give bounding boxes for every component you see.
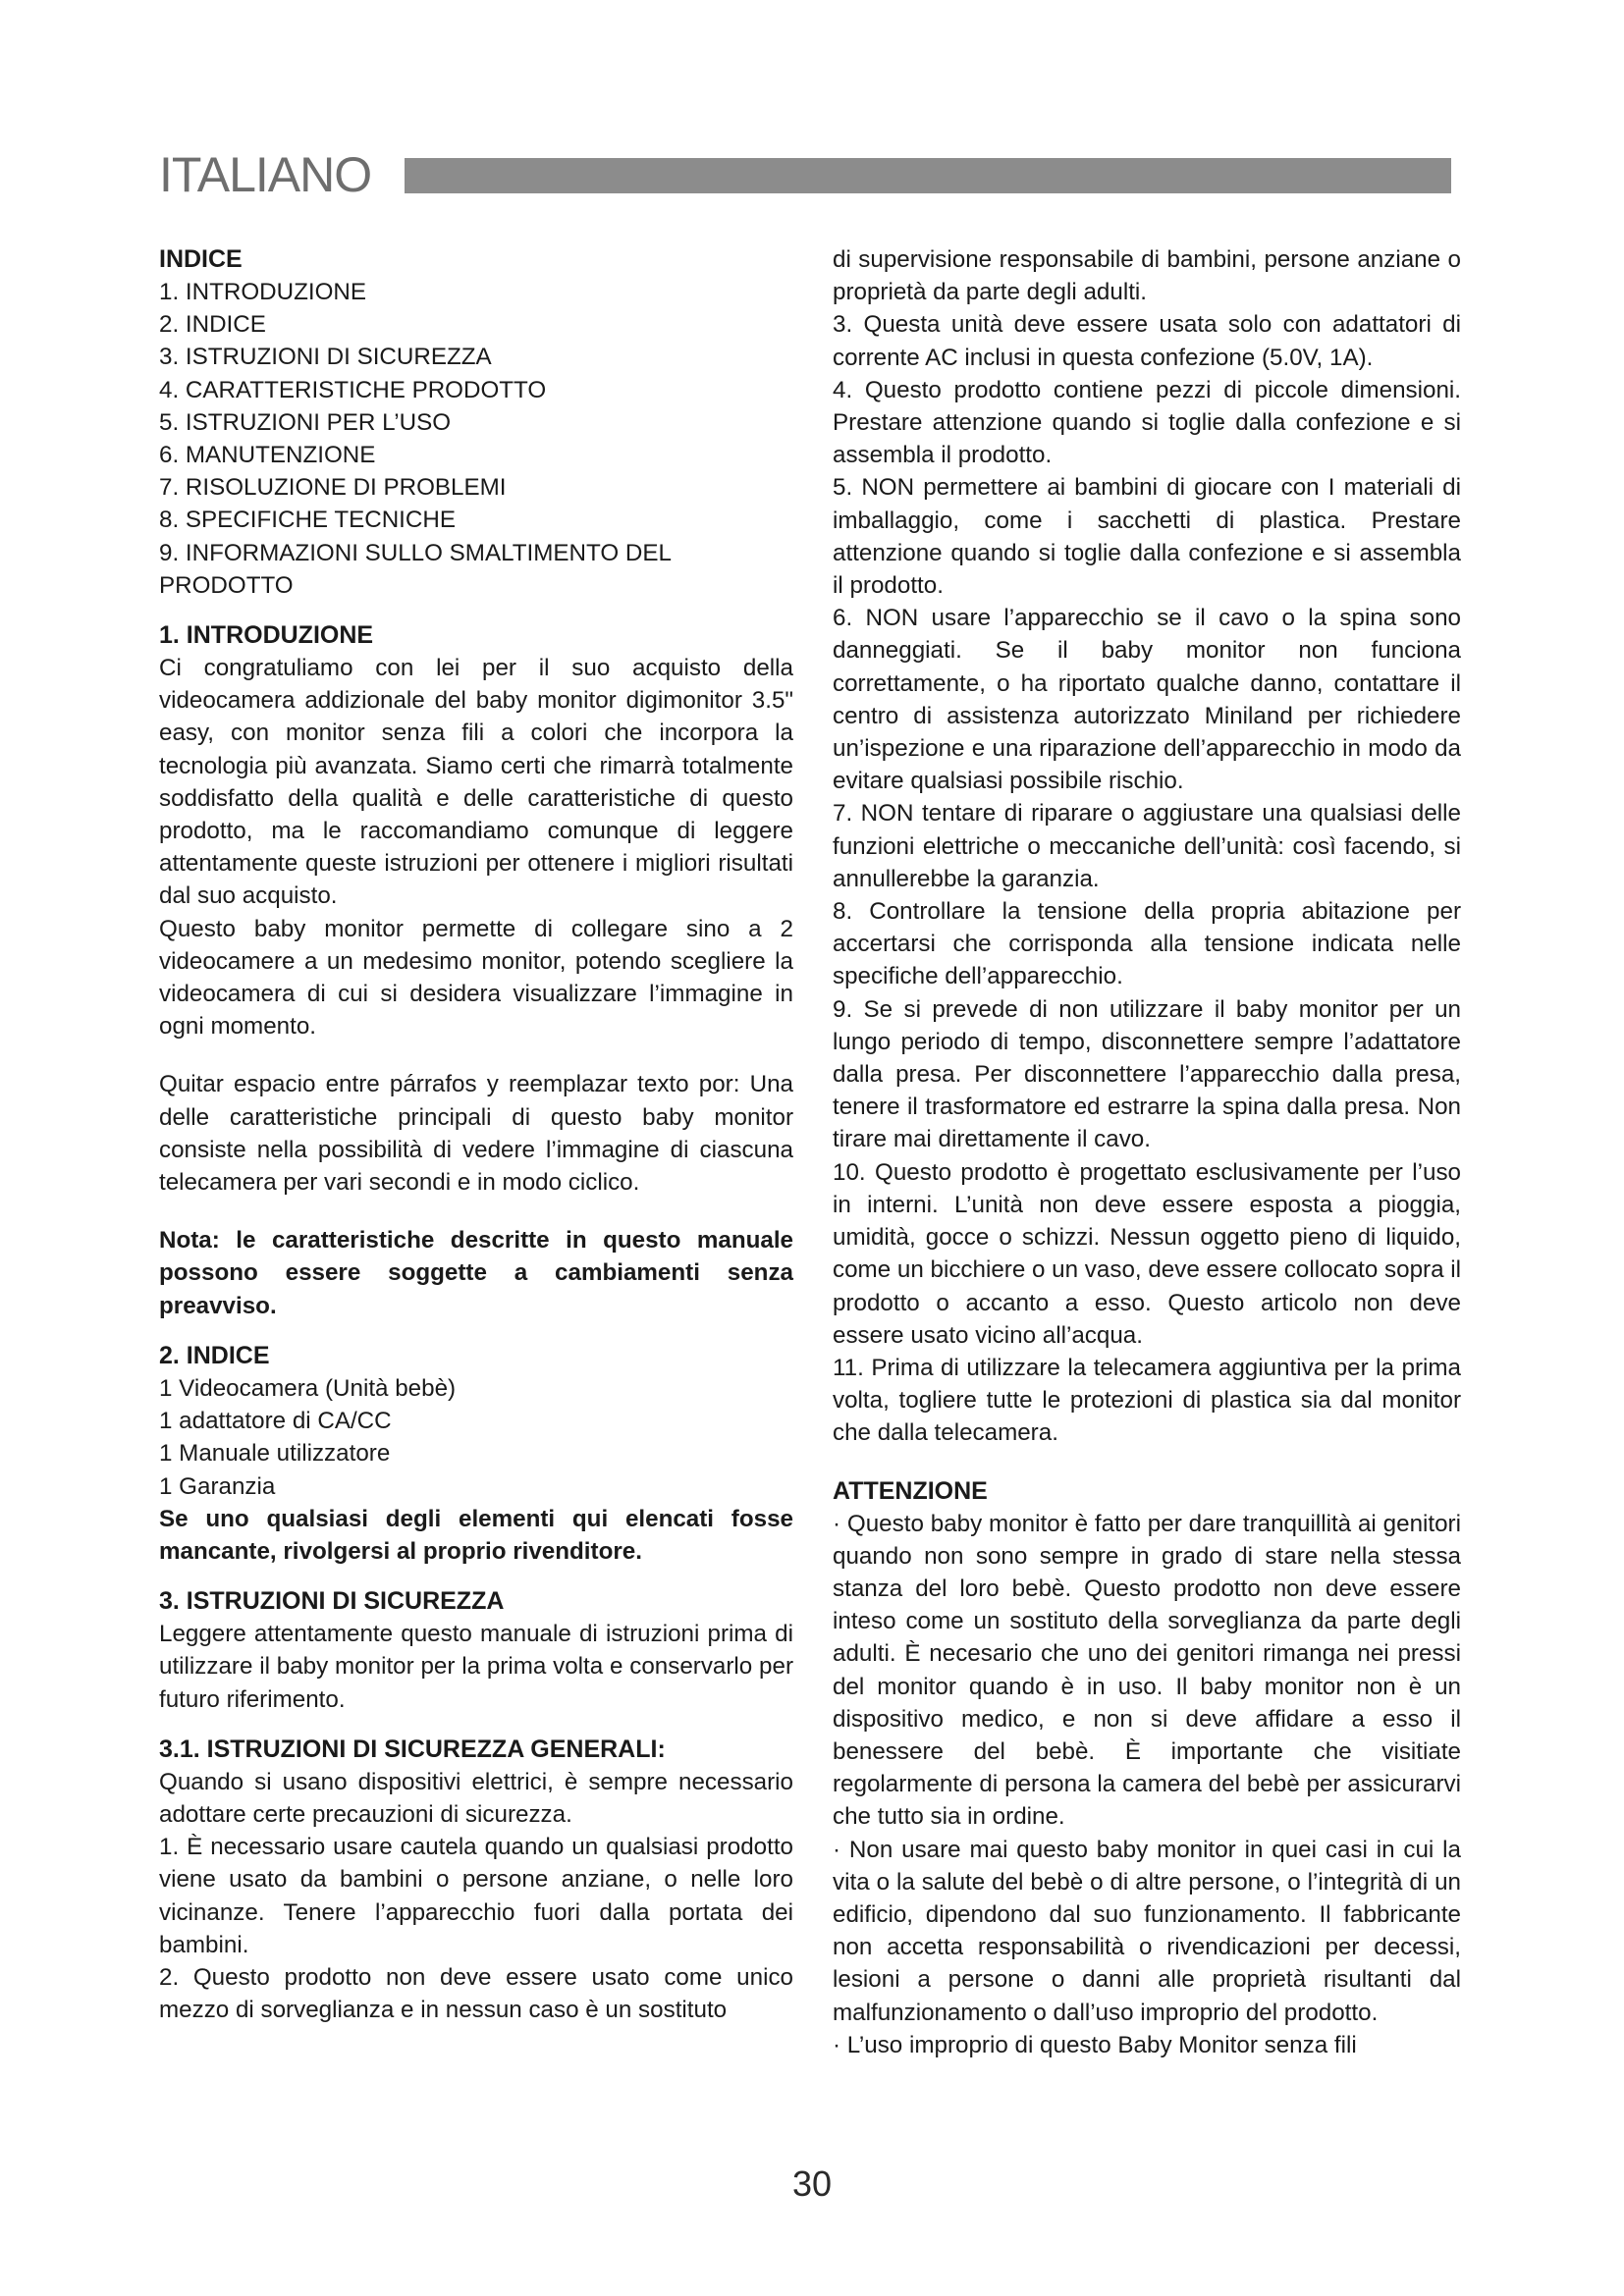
general-safety-heading: 3.1. ISTRUZIONI DI SICUREZZA GENERALI:: [159, 1735, 666, 1763]
safety-heading: 3. ISTRUZIONI DI SICUREZZA: [159, 1587, 505, 1616]
general-safety-paragraph: Quando si usano dispositivi elettrici, è sempre necessario adottare certe precauzioni di sicurezza.: [159, 1768, 793, 1828]
index-item: 1 Videocamera (Unità bebè): [159, 1374, 457, 1402]
warning-item: · Non usare mai questo baby monitor in quei casi in cui la vita o la salute del bebè o di altre persone, o l’integrità di un edificio, dipendono dal suo funzionamento. Il fabbricante non accetta responsabilità o rivendicazioni per decessi, lesioni a persone o danni alle proprietà risultanti dal malfunzionamento o dall’uso improprio del prodotto.: [833, 1836, 1461, 2026]
warning-item: · Questo baby monitor è fatto per dare tranquillità ai genitori quando non sono sempre in grado di stare nella stessa stanza del loro bebè. Questo prodotto non deve essere inteso come un sostituto della sorveglianza da parte degli adulti. È necesario che uno dei genitori rimanga nei pressi del monitor quando è in uso. Il baby monitor non è un dispositivo medico, e non si deve affidare a esso il benessere del bebè. È importante che visitiate regolarmente di persona la camera del bebè per assicurarvi che tutto sia in ordine.: [833, 1510, 1461, 1831]
section-header: [159, 149, 1451, 200]
safety-rule: 8. Controllare la tensione della propria abitazione per accertarsi che corrisponda alla tensione indicata nelle specifiche dell’apparecchio.: [833, 898, 1461, 990]
safety-rule: 6. NON usare l’apparecchio se il cavo o la spina sono danneggiati. Se il baby monitor non funciona correttamente, o ha riportato qualche danno, contattare il centro di assistenza autorizzato Miniland per richiedere un’ispezione e una riparazione dell’apparecchio in modo da evitare qualsiasi possibile rischio.: [833, 605, 1461, 795]
safety-paragraph: Leggere attentamente questo manuale di istruzioni prima di utilizzare il baby monitor per la prima volta e conservarlo per futuro riferimento.: [159, 1621, 793, 1713]
toc-item: 8. SPECIFICHE TECNICHE: [159, 507, 456, 534]
toc-item: 4. CARATTERISTICHE PRODOTTO: [159, 376, 547, 403]
index-item: 1 Manuale utilizzatore: [159, 1440, 391, 1468]
intro-paragraph: Questo baby monitor permette di collegare sino a 2 videocamere a un medesimo monitor, potendo scegliere la videocamera di cui si desidera visualizzare l’immagine in ogni momento.: [159, 915, 793, 1041]
toc-heading: INDICE: [159, 245, 243, 273]
safety-rule: 11. Prima di utilizzare la telecamera aggiuntiva per la prima volta, togliere tutte le protezioni di plastica sia dal monitor che dalla telecamera.: [833, 1354, 1461, 1447]
intro-paragraph: Ci congratuliamo con lei per il suo acquisto della videocamera addizionale del baby monitor digimonitor 3.5" easy, con monitor senza fili a colori che incorpora la tecnologia più avanzata. Siamo certi che rimarrà totalmente soddisfatto della qualità e delle caratteristiche di questo prodotto, ma le raccomandiamo comunque di leggere attentamente queste istruzioni per ottenere i migliori risultati dal suo acquisto.: [159, 655, 793, 910]
safety-rule: 3. Questa unità deve essere usata solo con adattatori di corrente AC inclusi in questa confezione (5.0V, 1A).: [833, 311, 1461, 371]
toc-item: 6. MANUTENZIONE: [159, 442, 376, 469]
index-item: 1 adattatore di CA/CC: [159, 1408, 392, 1435]
toc-item: 9. INFORMAZIONI SULLO SMALTIMENTO DEL PRODOTTO: [159, 539, 672, 599]
toc-item: 7. RISOLUZIONE DI PROBLEMI: [159, 474, 507, 502]
index-note: Se uno qualsiasi degli elementi qui elencati fosse mancante, rivolgersi al proprio rivenditore.: [159, 1505, 793, 1565]
index-heading: 2. INDICE: [159, 1341, 270, 1369]
page-number: 30: [791, 2163, 833, 2204]
safety-rule: 10. Questo prodotto è progettato esclusivamente per l’uso in interni. L’unità non deve essere esposta a pioggia, umidità, gocce o schizzi. Nessun oggetto pieno di liquido, come un bicchiere o un vaso, deve essere collocato sopra il prodotto o accanto a esso. Questo articolo non deve essere usato vicino all’acqua.: [833, 1158, 1461, 1349]
intro-heading: 1. INTRODUZIONE: [159, 621, 374, 650]
header-rule: [405, 158, 1451, 193]
safety-rule: di supervisione responsabile di bambini, persone anziane o proprietà da parte degli adulti.: [833, 246, 1461, 306]
safety-rule: 9. Se si prevede di non utilizzare il baby monitor per un lungo periodo di tempo, disconnettere sempre l’adattatore dalla presa. Per disconnettere l’apparecchio dalla presa, tenere il trasformatore ed estrarre la spina dalla presa. Non tirare mai direttamente il cavo.: [833, 995, 1461, 1153]
language-title: ITALIANO: [159, 147, 372, 202]
warning-item: · L’uso improprio di questo Baby Monitor senza fili: [833, 2031, 1357, 2058]
notice-text: Nota: le caratteristiche descritte in questo manuale possono essere soggette a cambiamenti senza preavviso.: [159, 1227, 793, 1319]
right-column: [833, 243, 1461, 2061]
toc-list: [159, 276, 793, 602]
safety-rule: 1. È necessario usare cautela quando un qualsiasi prodotto viene usato da bambini o persone anziane, o nelle loro vicinanze. Tenere l’apparecchio fuori dalla portata dei bambini.: [159, 1834, 793, 1958]
left-column: [159, 243, 793, 2026]
safety-rule: 2. Questo prodotto non deve essere usato come unico mezzo di sorveglianza e in nessun caso è un sostituto: [159, 1963, 793, 2024]
toc-item: 3. ISTRUZIONI DI SICUREZZA: [159, 344, 492, 371]
safety-rule: 7. NON tentare di riparare o aggiustare una qualsiasi delle funzioni elettriche o meccaniche dell’unità: così facendo, si annullerebbe la garanzia.: [833, 800, 1461, 892]
warning-heading: ATTENZIONE: [833, 1476, 988, 1505]
toc-item: 2. INDICE: [159, 311, 266, 339]
toc-item: 1. INTRODUZIONE: [159, 279, 366, 305]
safety-rule: 4. Questo prodotto contiene pezzi di piccole dimensioni. Prestare attenzione quando si toglie dalla confezione e si assembla il prodotto.: [833, 376, 1461, 469]
index-item: 1 Garanzia: [159, 1472, 276, 1500]
intro-paragraph: Quitar espacio entre párrafos y reemplazar texto por: Una delle caratteristiche principali di questo baby monitor consiste nella possibilità di vedere l’immagine di ciascuna telecamera per vari secondi e in modo ciclico.: [159, 1071, 793, 1197]
toc-item: 5. ISTRUZIONI PER L’USO: [159, 408, 452, 436]
safety-rule: 5. NON permettere ai bambini di giocare con I materiali di imballaggio, come i sacchetti di plastica. Prestare attenzione quando si toglie dalla confezione e si assembla il prodotto.: [833, 474, 1461, 600]
